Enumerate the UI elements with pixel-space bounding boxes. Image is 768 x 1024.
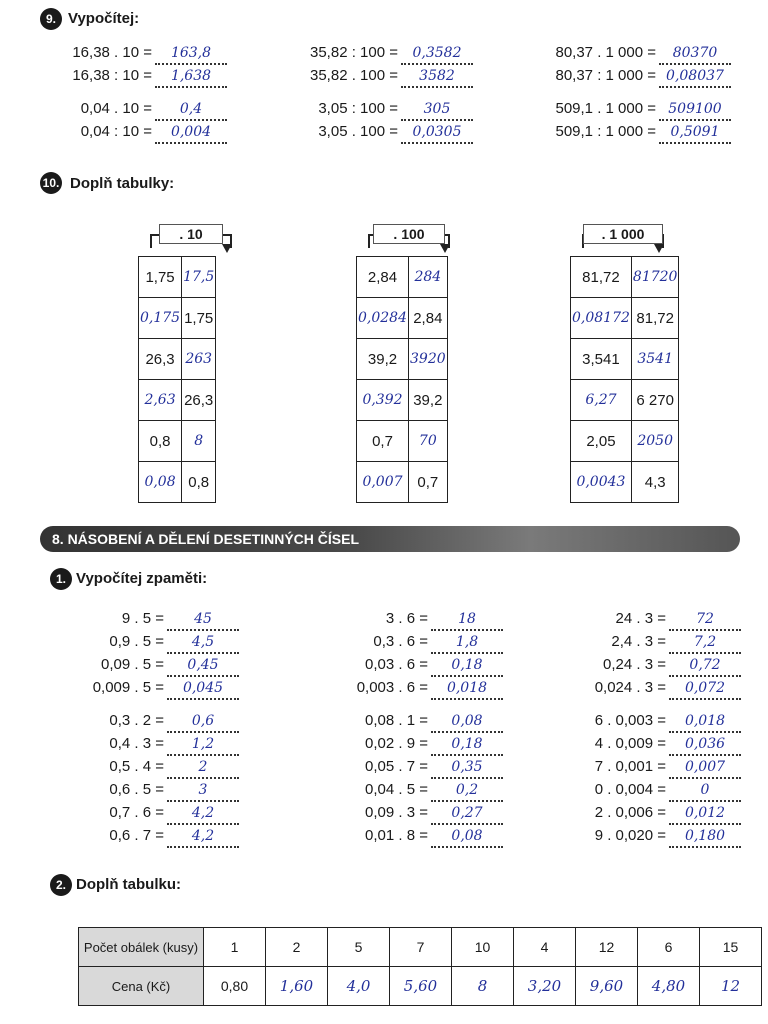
answer-cell[interactable]: 263 (182, 339, 216, 380)
equation (300, 656, 503, 678)
equation (540, 712, 741, 734)
equation-expression: 509,1 . 1 000 = (555, 100, 656, 117)
equation (510, 44, 731, 66)
answer-field[interactable] (167, 680, 239, 700)
answer-cell[interactable]: 3541 (631, 339, 679, 380)
operation-label: . 10 (159, 224, 223, 244)
equation (56, 781, 239, 803)
equation (56, 827, 239, 849)
handwritten-answer: 0,018 (446, 680, 488, 696)
answer-field[interactable] (431, 611, 503, 631)
answer-field[interactable] (669, 657, 741, 677)
row-header-count: Počet obálek (kusy) (79, 928, 204, 967)
given-cell: 4,3 (631, 462, 679, 503)
handwritten-answer: 0,3582 (412, 45, 462, 61)
equation-expression: 0,02 . 9 = (365, 735, 428, 752)
equation-expression: 3 . 6 = (385, 610, 428, 627)
equation-expression: 0,3 . 2 = (109, 712, 164, 729)
given-cell: 39,2 (409, 380, 448, 421)
table-row (357, 380, 448, 421)
count-cell: 7 (390, 928, 452, 967)
answer-field[interactable] (167, 634, 239, 654)
answer-field[interactable] (167, 759, 239, 779)
answer-field[interactable] (431, 680, 503, 700)
equation (300, 758, 503, 780)
handwritten-answer: 0,6 (191, 713, 215, 729)
handwritten-answer: 80370 (672, 45, 718, 61)
answer-field[interactable] (669, 611, 741, 631)
given-cell: 0,8 (139, 421, 182, 462)
exercise-2-title: Doplň tabulku: (76, 876, 181, 893)
handwritten-answer: 0,2 (455, 782, 479, 798)
answer-cell[interactable]: 0,007 (357, 462, 409, 503)
table-row (571, 298, 679, 339)
equation (540, 735, 741, 757)
table-row (357, 462, 448, 503)
answer-field[interactable] (659, 45, 731, 65)
equation (56, 633, 239, 655)
handwritten-answer: 3 (198, 782, 208, 798)
equation (40, 100, 227, 122)
table-row (571, 339, 679, 380)
equation-expression: 0,4 . 3 = (109, 735, 164, 752)
operation-label: . 1 000 (583, 224, 663, 244)
given-cell: 26,3 (182, 380, 216, 421)
answer-field[interactable] (669, 680, 741, 700)
answer-cell[interactable]: 6,27 (571, 380, 632, 421)
handwritten-answer: 163,8 (170, 45, 212, 61)
equation-expression: 35,82 : 100 = (310, 44, 398, 61)
answer-cell[interactable]: 70 (409, 421, 448, 462)
equation-expression: 9 . 0,020 = (594, 827, 666, 844)
answer-cell[interactable]: 2050 (631, 421, 679, 462)
count-cell: 4 (514, 928, 576, 967)
answer-field[interactable] (659, 68, 731, 88)
given-cell: 1,75 (139, 257, 182, 298)
given-cell: 6 270 (631, 380, 679, 421)
table-row (357, 339, 448, 380)
answer-field[interactable] (155, 68, 227, 88)
count-cell: 5 (328, 928, 390, 967)
handwritten-answer: 0,18 (451, 657, 483, 673)
count-cell: 1 (204, 928, 266, 967)
answer-field[interactable] (431, 782, 503, 802)
equation (540, 781, 741, 803)
handwritten-answer: 0,45 (187, 657, 219, 673)
operation-label: . 100 (373, 224, 445, 244)
answer-field[interactable] (155, 101, 227, 121)
equation-expression: 0,09 . 3 = (365, 804, 428, 821)
answer-cell[interactable]: 0,0284 (357, 298, 409, 339)
answer-field[interactable] (431, 634, 503, 654)
equation-expression: 24 . 3 = (615, 610, 666, 627)
section-banner: 8. NÁSOBENÍ A DĚLENÍ DESETINNÝCH ČÍSEL (40, 526, 740, 552)
value-grid (356, 256, 448, 503)
equation-expression: 0,9 . 5 = (109, 633, 164, 650)
given-cell: 0,7 (357, 421, 409, 462)
given-cell: 0,7 (409, 462, 448, 503)
handwritten-answer: 1,2 (191, 736, 215, 752)
handwritten-answer: 18 (458, 611, 476, 627)
handwritten-answer: 0 (700, 782, 710, 798)
answer-cell[interactable]: 0,175 (139, 298, 182, 339)
exercise-1-title: Vypočítej zpaměti: (76, 570, 208, 587)
equation-expression: 16,38 . 10 = (72, 44, 152, 61)
equation-expression: 0,24 . 3 = (603, 656, 666, 673)
answer-field[interactable] (659, 124, 731, 144)
equation-expression: 0,09 . 5 = (101, 656, 164, 673)
table-row (571, 380, 679, 421)
handwritten-answer: 1,638 (170, 68, 212, 84)
equation (56, 712, 239, 734)
answer-cell[interactable]: 4,80 (638, 967, 700, 1006)
equation-expression: 2,4 . 3 = (611, 633, 666, 650)
equation-expression: 0,04 . 10 = (80, 100, 152, 117)
answer-cell[interactable]: 81720 (631, 257, 679, 298)
equation-expression: 0,009 . 5 = (92, 679, 164, 696)
equation (300, 827, 503, 849)
equation-expression: 0,024 . 3 = (594, 679, 666, 696)
answer-field[interactable] (167, 805, 239, 825)
handwritten-answer: 0,007 (684, 759, 726, 775)
equation-expression: 0,05 . 7 = (365, 758, 428, 775)
equation-expression: 0,003 . 6 = (356, 679, 428, 696)
equation (270, 123, 473, 145)
equation-expression: 0 . 0,004 = (594, 781, 666, 798)
answer-cell[interactable]: 284 (409, 257, 448, 298)
handwritten-answer: 1,8 (455, 634, 479, 650)
handwritten-answer: 0,180 (684, 828, 726, 844)
answer-field[interactable] (401, 45, 473, 65)
handwritten-answer: 4,5 (191, 634, 215, 650)
given-cell: 2,84 (409, 298, 448, 339)
handwritten-answer: 45 (194, 611, 212, 627)
handwritten-answer: 0,036 (684, 736, 726, 752)
exercise-9-title: Vypočítej: (68, 10, 140, 27)
handwritten-answer: 0,5091 (670, 124, 720, 140)
equation-expression: 0,04 . 5 = (365, 781, 428, 798)
answer-field[interactable] (669, 634, 741, 654)
equation (270, 44, 473, 66)
equation (300, 735, 503, 757)
table-row (139, 380, 216, 421)
answer-field[interactable] (669, 805, 741, 825)
equation (56, 735, 239, 757)
given-cell: 3,541 (571, 339, 632, 380)
equation (510, 67, 731, 89)
answer-field[interactable] (431, 736, 503, 756)
answer-field[interactable] (401, 101, 473, 121)
count-cell: 6 (638, 928, 700, 967)
equation-expression: 0,3 . 6 = (373, 633, 428, 650)
answer-field[interactable] (167, 713, 239, 733)
handwritten-answer: 0,004 (170, 124, 212, 140)
answer-cell[interactable]: 0,08172 (571, 298, 632, 339)
answer-field[interactable] (431, 805, 503, 825)
table-row (139, 462, 216, 503)
table-row (357, 421, 448, 462)
answer-field[interactable] (167, 736, 239, 756)
equation-expression: 0,01 . 8 = (365, 827, 428, 844)
table-row (139, 421, 216, 462)
equation-expression: 4 . 0,009 = (594, 735, 666, 752)
equation (56, 804, 239, 826)
answer-field[interactable] (669, 759, 741, 779)
equation (56, 656, 239, 678)
equation-expression: 0,6 . 7 = (109, 827, 164, 844)
handwritten-answer: 0,35 (451, 759, 483, 775)
equation (300, 804, 503, 826)
table-row (357, 257, 448, 298)
exercise-9-number: 9. (40, 8, 62, 30)
equation-expression: 0,7 . 6 = (109, 804, 164, 821)
table-row (571, 462, 679, 503)
answer-field[interactable] (155, 124, 227, 144)
equation-expression: 0,5 . 4 = (109, 758, 164, 775)
given-cell: 0,8 (182, 462, 216, 503)
equation (56, 679, 239, 701)
table-row (357, 298, 448, 339)
answer-field[interactable] (167, 611, 239, 631)
table-row-prices (79, 967, 762, 1006)
answer-cell[interactable]: 3920 (409, 339, 448, 380)
equation (540, 633, 741, 655)
handwritten-answer: 0,08 (451, 713, 483, 729)
value-grid (570, 256, 679, 503)
handwritten-answer: 7,2 (693, 634, 717, 650)
exercise-1-number: 1. (50, 568, 72, 590)
answer-field[interactable] (659, 101, 731, 121)
given-cell: 2,84 (357, 257, 409, 298)
answer-field[interactable] (669, 736, 741, 756)
equation (510, 100, 731, 122)
handwritten-answer: 4,2 (191, 805, 215, 821)
count-cell: 10 (452, 928, 514, 967)
handwritten-answer: 305 (423, 101, 451, 117)
equation-expression: 80,37 . 1 000 = (555, 44, 656, 61)
equation-expression: 35,82 . 100 = (310, 67, 398, 84)
equation-expression: 3,05 : 100 = (318, 100, 398, 117)
handwritten-answer: 0,0305 (412, 124, 462, 140)
answer-field[interactable] (155, 45, 227, 65)
handwritten-answer: 0,045 (182, 680, 224, 696)
table-row (571, 257, 679, 298)
handwritten-answer: 0,018 (684, 713, 726, 729)
equation (540, 656, 741, 678)
equation-expression: 80,37 : 1 000 = (555, 67, 656, 84)
answer-cell[interactable]: 1,60 (266, 967, 328, 1006)
handwritten-answer: 0,27 (451, 805, 483, 821)
table-row (571, 421, 679, 462)
answer-cell[interactable]: 8 (182, 421, 216, 462)
answer-field[interactable] (431, 657, 503, 677)
handwritten-answer: 0,08 (451, 828, 483, 844)
equation (40, 123, 227, 145)
exercise-10-title: Doplň tabulky: (70, 175, 175, 192)
equation (300, 712, 503, 734)
arrow-down-icon (440, 244, 450, 253)
equation-expression: 16,38 : 10 = (72, 67, 152, 84)
count-cell: 15 (700, 928, 762, 967)
handwritten-answer: 0,72 (689, 657, 721, 673)
equation-expression: 7 . 0,001 = (594, 758, 666, 775)
answer-field[interactable] (669, 828, 741, 848)
answer-cell[interactable]: 0,08 (139, 462, 182, 503)
equation-expression: 0,03 . 6 = (365, 656, 428, 673)
equation (300, 610, 503, 632)
exercise-2-number: 2. (50, 874, 72, 896)
answer-cell[interactable]: 3,20 (514, 967, 576, 1006)
answer-cell[interactable]: 0,392 (357, 380, 409, 421)
answer-cell[interactable]: 12 (700, 967, 762, 1006)
given-cell: 2,05 (571, 421, 632, 462)
equation (540, 758, 741, 780)
equation-expression: 509,1 : 1 000 = (555, 123, 656, 140)
table-row-counts (79, 928, 762, 967)
equation (270, 67, 473, 89)
answer-cell[interactable]: 9,60 (576, 967, 638, 1006)
answer-field[interactable] (167, 657, 239, 677)
handwritten-answer: 2 (198, 759, 208, 775)
equation-expression: 6 . 0,003 = (594, 712, 666, 729)
answer-cell[interactable]: 4,0 (328, 967, 390, 1006)
equation-expression: 9 . 5 = (121, 610, 164, 627)
equation (270, 100, 473, 122)
answer-field[interactable] (401, 68, 473, 88)
answer-field[interactable] (669, 713, 741, 733)
exercise-10-number: 10. (40, 172, 62, 194)
answer-field[interactable] (431, 759, 503, 779)
handwritten-answer: 72 (696, 611, 714, 627)
handwritten-answer: 0,012 (684, 805, 726, 821)
equation (300, 679, 503, 701)
equation-expression: 3,05 . 100 = (318, 123, 398, 140)
equation (540, 804, 741, 826)
answer-field[interactable] (401, 124, 473, 144)
equation-expression: 0,6 . 5 = (109, 781, 164, 798)
equation-expression: 0,04 : 10 = (80, 123, 152, 140)
handwritten-answer: 509100 (668, 101, 722, 117)
equation (540, 827, 741, 849)
equation (540, 610, 741, 632)
arrow-down-icon (222, 244, 232, 253)
equation (300, 781, 503, 803)
arrow-down-icon (654, 244, 664, 253)
answer-cell[interactable]: 17,5 (182, 257, 216, 298)
given-cell: 81,72 (571, 257, 632, 298)
envelope-price-table (78, 927, 762, 1006)
handwritten-answer: 0,08037 (666, 68, 724, 84)
count-cell: 2 (266, 928, 328, 967)
given-cell: 26,3 (139, 339, 182, 380)
given-cell: 39,2 (357, 339, 409, 380)
answer-field[interactable] (431, 713, 503, 733)
answer-field[interactable] (669, 782, 741, 802)
equation (510, 123, 731, 145)
given-cell: 81,72 (631, 298, 679, 339)
row-header-price: Cena (Kč) (79, 967, 204, 1006)
handwritten-answer: 4,2 (191, 828, 215, 844)
answer-cell[interactable]: 8 (452, 967, 514, 1006)
equation (56, 758, 239, 780)
answer-cell[interactable]: 0,0043 (571, 462, 632, 503)
handwritten-answer: 0,072 (684, 680, 726, 696)
handwritten-answer: 0,18 (451, 736, 483, 752)
handwritten-answer: 3582 (419, 68, 455, 84)
answer-field[interactable] (167, 828, 239, 848)
table-row (139, 339, 216, 380)
count-cell: 12 (576, 928, 638, 967)
price-cell: 0,80 (204, 967, 266, 1006)
value-grid (138, 256, 216, 503)
equation (40, 44, 227, 66)
answer-cell[interactable]: 5,60 (390, 967, 452, 1006)
equation (40, 67, 227, 89)
equation (300, 633, 503, 655)
given-cell: 1,75 (182, 298, 216, 339)
equation (540, 679, 741, 701)
equation (56, 610, 239, 632)
table-row (139, 257, 216, 298)
answer-field[interactable] (167, 782, 239, 802)
table-row (139, 298, 216, 339)
equation-expression: 2 . 0,006 = (594, 804, 666, 821)
answer-field[interactable] (431, 828, 503, 848)
equation-expression: 0,08 . 1 = (365, 712, 428, 729)
answer-cell[interactable]: 2,63 (139, 380, 182, 421)
handwritten-answer: 0,4 (179, 101, 203, 117)
